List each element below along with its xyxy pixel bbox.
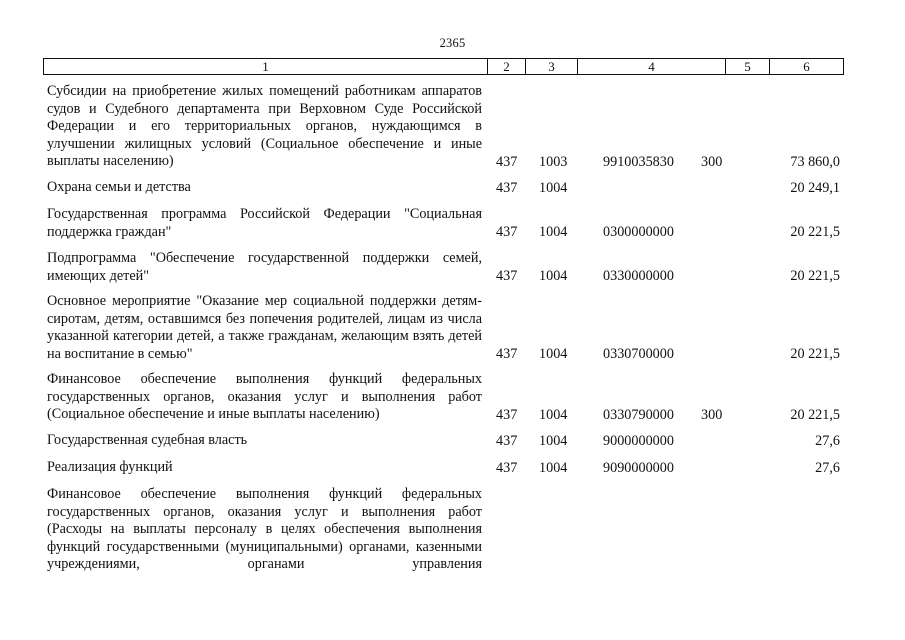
header-col-6: 6	[803, 59, 810, 74]
row-grbs: 437	[496, 345, 518, 362]
row-rz: 1003	[539, 153, 568, 170]
page-number: 2365	[439, 36, 466, 50]
table-row	[43, 83, 844, 171]
row-description: Государственная судебная власть	[47, 432, 248, 448]
row-csr: 0330790000	[603, 406, 674, 423]
table-header	[43, 58, 844, 75]
table-row	[43, 250, 844, 285]
row-sum: 20 221,5	[790, 223, 840, 240]
table-row	[43, 293, 844, 363]
row-csr: 9910035830	[603, 153, 674, 170]
row-vr: 300	[701, 153, 723, 170]
row-rz: 1004	[539, 345, 568, 362]
header-col-5: 5	[726, 59, 770, 74]
row-description: Финансовое обеспечение выполнения функций федеральных государственных органов, оказания услуг и выполнения работ (Расходы на выплаты персоналу в целях обеспечения выполнения функций государственными (муниципальными) органами, казенными учреждениями, органами управления	[47, 486, 482, 572]
row-sum: 27,6	[815, 459, 840, 476]
row-description: Реализация функций	[47, 459, 173, 475]
row-description: Основное мероприятие "Оказание мер социальной поддержки детям-сиротам, детям, оставшимся без попечения родителей, лицам из числа указанной категории детей, а также гражданам, желающим взять детей на воспитание в семью"	[47, 293, 482, 362]
table-row	[43, 432, 844, 450]
header-col-1: 1	[44, 59, 488, 74]
row-description: Государственная программа Российской Федерации "Социальная поддержка граждан"	[47, 206, 482, 240]
row-description: Охрана семьи и детства	[47, 179, 191, 195]
row-description: Финансовое обеспечение выполнения функций федеральных государственных органов, оказания услуг и выполнения работ (Социальное обеспечение и иные выплаты населению)	[47, 371, 482, 422]
row-csr: 9090000000	[603, 459, 674, 476]
row-rz: 1004	[539, 223, 568, 240]
table-row	[43, 206, 844, 241]
row-rz: 1004	[539, 179, 568, 196]
row-description: Субсидии на приобретение жилых помещений работникам аппаратов судов и Судебного департамента при Верховном Суде Российской Федерации и его территориальных органов, нуждающимся в улучшении жилищных условий (Социальное обеспечение и иные выплаты населению)	[47, 83, 482, 169]
row-grbs: 437	[496, 406, 518, 423]
row-sum: 20 221,5	[790, 345, 840, 362]
row-sum: 20 221,5	[790, 267, 840, 284]
row-description: Подпрограмма "Обеспечение государственной поддержки семей, имеющих детей"	[47, 250, 482, 284]
row-sum: 73 860,0	[790, 153, 840, 170]
table-row	[43, 459, 844, 477]
table-row	[43, 486, 844, 574]
row-rz: 1004	[539, 267, 568, 284]
row-sum: 20 221,5	[790, 406, 840, 423]
row-grbs: 437	[496, 153, 518, 170]
row-csr: 0300000000	[603, 223, 674, 240]
row-rz: 1004	[539, 432, 568, 449]
row-sum: 20 249,1	[790, 179, 840, 196]
table-row	[43, 179, 844, 197]
row-rz: 1004	[539, 459, 568, 476]
row-vr: 300	[701, 406, 723, 423]
table-row	[43, 371, 844, 424]
row-csr: 9000000000	[603, 432, 674, 449]
row-grbs: 437	[496, 432, 518, 449]
row-csr: 0330000000	[603, 267, 674, 284]
header-col-3: 3	[526, 59, 578, 74]
row-grbs: 437	[496, 223, 518, 240]
row-csr: 0330700000	[603, 345, 674, 362]
row-grbs: 437	[496, 179, 518, 196]
row-sum: 27,6	[815, 432, 840, 449]
row-grbs: 437	[496, 267, 518, 284]
row-grbs: 437	[496, 459, 518, 476]
row-rz: 1004	[539, 406, 568, 423]
header-col-2: 2	[488, 59, 526, 74]
header-col-4: 4	[578, 59, 726, 74]
